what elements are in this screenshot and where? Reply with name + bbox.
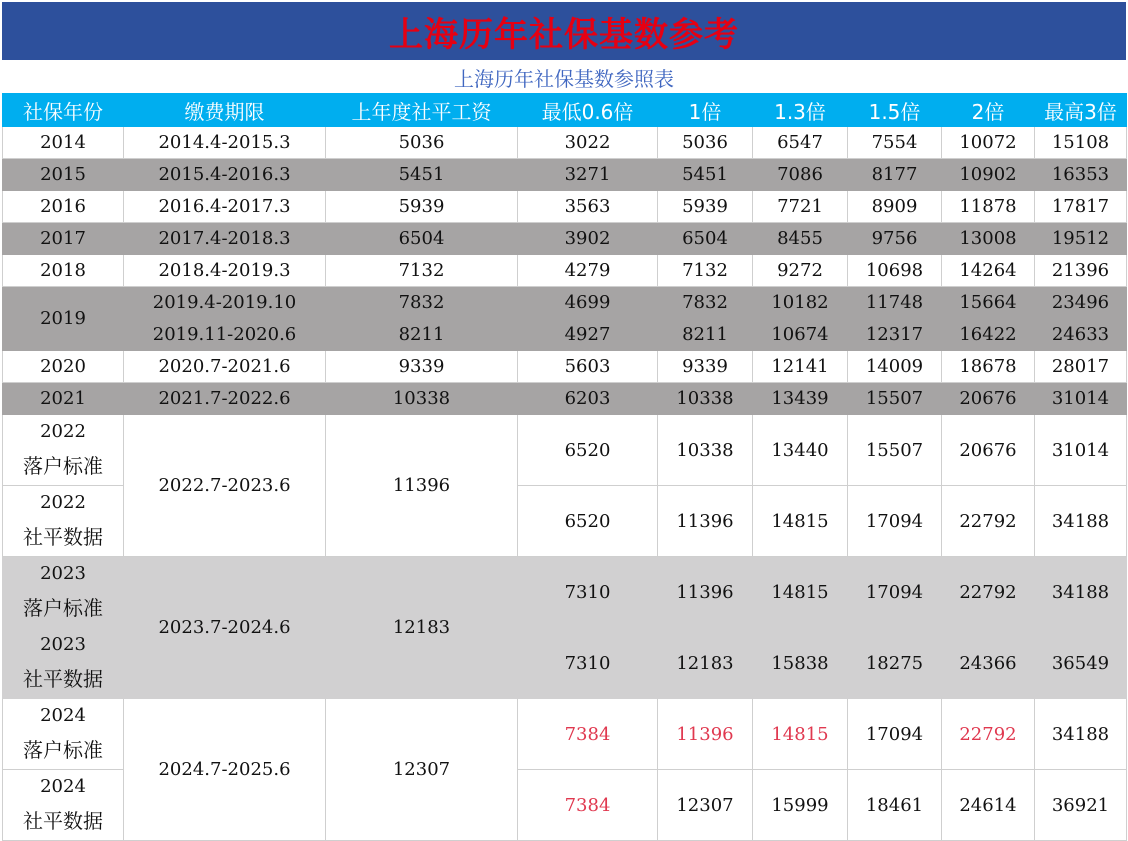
value-cell: 34188 bbox=[1035, 486, 1127, 557]
value-cell: 31014 bbox=[1035, 415, 1127, 486]
row-type-label: 社平数据 bbox=[23, 809, 103, 833]
value-cell: 17094 bbox=[848, 486, 942, 557]
value-cell: 18275 bbox=[848, 628, 942, 699]
highlighted-value-cell: 7384 bbox=[518, 770, 658, 841]
value-cell: 7832 bbox=[658, 287, 753, 319]
value-cell: 6520 bbox=[518, 415, 658, 486]
value-cell: 3022 bbox=[518, 127, 658, 159]
value-cell: 6203 bbox=[518, 383, 658, 415]
header-row bbox=[3, 94, 1127, 127]
row-type-label: 落户标准 bbox=[23, 738, 103, 762]
period-cell: 2014.4-2015.3 bbox=[124, 127, 326, 159]
year-label-cell bbox=[3, 770, 124, 841]
banner-title: 上海历年社保基数参考 bbox=[389, 14, 739, 55]
table-row bbox=[3, 557, 1127, 628]
year-label-cell bbox=[3, 486, 124, 557]
value-cell: 8177 bbox=[848, 159, 942, 191]
year-cell: 2015 bbox=[3, 159, 124, 191]
highlighted-value-cell: 7384 bbox=[518, 699, 658, 770]
value-cell: 7554 bbox=[848, 127, 942, 159]
value-cell: 13439 bbox=[753, 383, 848, 415]
year-cell: 2014 bbox=[3, 127, 124, 159]
period-cell: 2018.4-2019.3 bbox=[124, 255, 326, 287]
value-cell: 22792 bbox=[942, 486, 1035, 557]
value-cell: 8211 bbox=[658, 319, 753, 351]
highlighted-value-cell: 11396 bbox=[658, 699, 753, 770]
value-cell: 17094 bbox=[848, 557, 942, 628]
header-cell: 1.5倍 bbox=[848, 94, 942, 127]
value-cell: 13008 bbox=[942, 223, 1035, 255]
value-cell: 15838 bbox=[753, 628, 848, 699]
wage-cell: 12307 bbox=[326, 699, 518, 841]
value-cell: 11396 bbox=[658, 486, 753, 557]
wage-cell: 7832 bbox=[326, 287, 518, 319]
wage-cell: 11396 bbox=[326, 415, 518, 557]
value-cell: 23496 bbox=[1035, 287, 1127, 319]
value-cell: 15507 bbox=[848, 383, 942, 415]
period-cell: 2016.4-2017.3 bbox=[124, 191, 326, 223]
value-cell: 9272 bbox=[753, 255, 848, 287]
wage-cell: 9339 bbox=[326, 351, 518, 383]
value-cell: 14264 bbox=[942, 255, 1035, 287]
value-cell: 5939 bbox=[658, 191, 753, 223]
year-text: 2024 bbox=[40, 705, 86, 726]
wage-cell: 10338 bbox=[326, 383, 518, 415]
value-cell: 12317 bbox=[848, 319, 942, 351]
wage-cell: 6504 bbox=[326, 223, 518, 255]
year-cell: 2017 bbox=[3, 223, 124, 255]
value-cell: 10072 bbox=[942, 127, 1035, 159]
year-text: 2024 bbox=[40, 776, 86, 797]
table-subtitle: 上海历年社保基数参照表 bbox=[454, 66, 674, 91]
wage-cell: 12183 bbox=[326, 557, 518, 699]
value-cell: 36549 bbox=[1035, 628, 1127, 699]
value-cell: 3563 bbox=[518, 191, 658, 223]
value-cell: 10902 bbox=[942, 159, 1035, 191]
value-cell: 5603 bbox=[518, 351, 658, 383]
social-security-base-table bbox=[2, 93, 1127, 841]
value-cell: 3902 bbox=[518, 223, 658, 255]
value-cell: 6520 bbox=[518, 486, 658, 557]
header-cell: 社保年份 bbox=[3, 94, 124, 127]
value-cell: 14815 bbox=[753, 486, 848, 557]
value-cell: 31014 bbox=[1035, 383, 1127, 415]
header-cell: 上年度社平工资 bbox=[326, 94, 518, 127]
row-type-label: 落户标准 bbox=[23, 596, 103, 620]
value-cell: 28017 bbox=[1035, 351, 1127, 383]
year-label-cell bbox=[3, 415, 124, 486]
value-cell: 19512 bbox=[1035, 223, 1127, 255]
value-cell: 11748 bbox=[848, 287, 942, 319]
period-cell: 2021.7-2022.6 bbox=[124, 383, 326, 415]
table-row bbox=[3, 415, 1127, 486]
year-text: 2023 bbox=[40, 563, 86, 584]
value-cell: 15664 bbox=[942, 287, 1035, 319]
period-cell: 2015.4-2016.3 bbox=[124, 159, 326, 191]
value-cell: 4699 bbox=[518, 287, 658, 319]
year-cell: 2018 bbox=[3, 255, 124, 287]
table-row bbox=[3, 255, 1127, 287]
table-row bbox=[3, 127, 1127, 159]
period-cell: 2020.7-2021.6 bbox=[124, 351, 326, 383]
value-cell: 4927 bbox=[518, 319, 658, 351]
value-cell: 6504 bbox=[658, 223, 753, 255]
value-cell: 10698 bbox=[848, 255, 942, 287]
value-cell: 7310 bbox=[518, 557, 658, 628]
value-cell: 4279 bbox=[518, 255, 658, 287]
year-cell: 2016 bbox=[3, 191, 124, 223]
value-cell: 12307 bbox=[658, 770, 753, 841]
value-cell: 15507 bbox=[848, 415, 942, 486]
value-cell: 12183 bbox=[658, 628, 753, 699]
value-cell: 9339 bbox=[658, 351, 753, 383]
table-row bbox=[3, 223, 1127, 255]
title-banner bbox=[2, 2, 1126, 60]
wage-cell: 5036 bbox=[326, 127, 518, 159]
period-cell: 2019.11-2020.6 bbox=[124, 319, 326, 351]
year-label-cell bbox=[3, 557, 124, 628]
highlighted-value-cell: 14815 bbox=[753, 699, 848, 770]
value-cell: 3271 bbox=[518, 159, 658, 191]
row-type-label: 社平数据 bbox=[23, 667, 103, 691]
table-row bbox=[3, 319, 1127, 351]
year-label-cell bbox=[3, 628, 124, 699]
value-cell: 20676 bbox=[942, 415, 1035, 486]
value-cell: 7086 bbox=[753, 159, 848, 191]
value-cell: 34188 bbox=[1035, 699, 1127, 770]
wage-cell: 5939 bbox=[326, 191, 518, 223]
year-cell: 2019 bbox=[3, 287, 124, 351]
value-cell: 15108 bbox=[1035, 127, 1127, 159]
value-cell: 10338 bbox=[658, 383, 753, 415]
header-cell: 1.3倍 bbox=[753, 94, 848, 127]
value-cell: 6547 bbox=[753, 127, 848, 159]
value-cell: 24614 bbox=[942, 770, 1035, 841]
table-row bbox=[3, 191, 1127, 223]
value-cell: 22792 bbox=[942, 557, 1035, 628]
value-cell: 24633 bbox=[1035, 319, 1127, 351]
value-cell: 5036 bbox=[658, 127, 753, 159]
value-cell: 34188 bbox=[1035, 557, 1127, 628]
value-cell: 21396 bbox=[1035, 255, 1127, 287]
value-cell: 18678 bbox=[942, 351, 1035, 383]
year-text: 2022 bbox=[40, 421, 86, 442]
period-cell: 2019.4-2019.10 bbox=[124, 287, 326, 319]
header-cell: 最高3倍 bbox=[1035, 94, 1127, 127]
value-cell: 5451 bbox=[658, 159, 753, 191]
value-cell: 8455 bbox=[753, 223, 848, 255]
row-type-label: 落户标准 bbox=[23, 454, 103, 478]
period-cell: 2017.4-2018.3 bbox=[124, 223, 326, 255]
table-row bbox=[3, 699, 1127, 770]
table-row bbox=[3, 159, 1127, 191]
value-cell: 12141 bbox=[753, 351, 848, 383]
value-cell: 11878 bbox=[942, 191, 1035, 223]
value-cell: 7310 bbox=[518, 628, 658, 699]
value-cell: 17817 bbox=[1035, 191, 1127, 223]
value-cell: 7132 bbox=[658, 255, 753, 287]
year-text: 2022 bbox=[40, 492, 86, 513]
value-cell: 15999 bbox=[753, 770, 848, 841]
value-cell: 14815 bbox=[753, 557, 848, 628]
table-row bbox=[3, 383, 1127, 415]
value-cell: 8909 bbox=[848, 191, 942, 223]
value-cell: 24366 bbox=[942, 628, 1035, 699]
value-cell: 14009 bbox=[848, 351, 942, 383]
period-cell: 2023.7-2024.6 bbox=[124, 557, 326, 699]
period-cell: 2022.7-2023.6 bbox=[124, 415, 326, 557]
value-cell: 13440 bbox=[753, 415, 848, 486]
header-cell: 1倍 bbox=[658, 94, 753, 127]
year-label-cell bbox=[3, 699, 124, 770]
header-cell: 缴费期限 bbox=[124, 94, 326, 127]
table-row bbox=[3, 287, 1127, 319]
header-cell: 2倍 bbox=[942, 94, 1035, 127]
value-cell: 20676 bbox=[942, 383, 1035, 415]
value-cell: 10338 bbox=[658, 415, 753, 486]
value-cell: 7721 bbox=[753, 191, 848, 223]
wage-cell: 7132 bbox=[326, 255, 518, 287]
row-type-label: 社平数据 bbox=[23, 525, 103, 549]
wage-cell: 5451 bbox=[326, 159, 518, 191]
value-cell: 10182 bbox=[753, 287, 848, 319]
year-cell: 2020 bbox=[3, 351, 124, 383]
value-cell: 10674 bbox=[753, 319, 848, 351]
highlighted-value-cell: 22792 bbox=[942, 699, 1035, 770]
header-cell: 最低0.6倍 bbox=[518, 94, 658, 127]
value-cell: 9756 bbox=[848, 223, 942, 255]
value-cell: 16422 bbox=[942, 319, 1035, 351]
value-cell: 16353 bbox=[1035, 159, 1127, 191]
wage-cell: 8211 bbox=[326, 319, 518, 351]
table-row bbox=[3, 351, 1127, 383]
period-cell: 2024.7-2025.6 bbox=[124, 699, 326, 841]
year-cell: 2021 bbox=[3, 383, 124, 415]
value-cell: 17094 bbox=[848, 699, 942, 770]
value-cell: 36921 bbox=[1035, 770, 1127, 841]
value-cell: 18461 bbox=[848, 770, 942, 841]
year-text: 2023 bbox=[40, 634, 86, 655]
value-cell: 11396 bbox=[658, 557, 753, 628]
